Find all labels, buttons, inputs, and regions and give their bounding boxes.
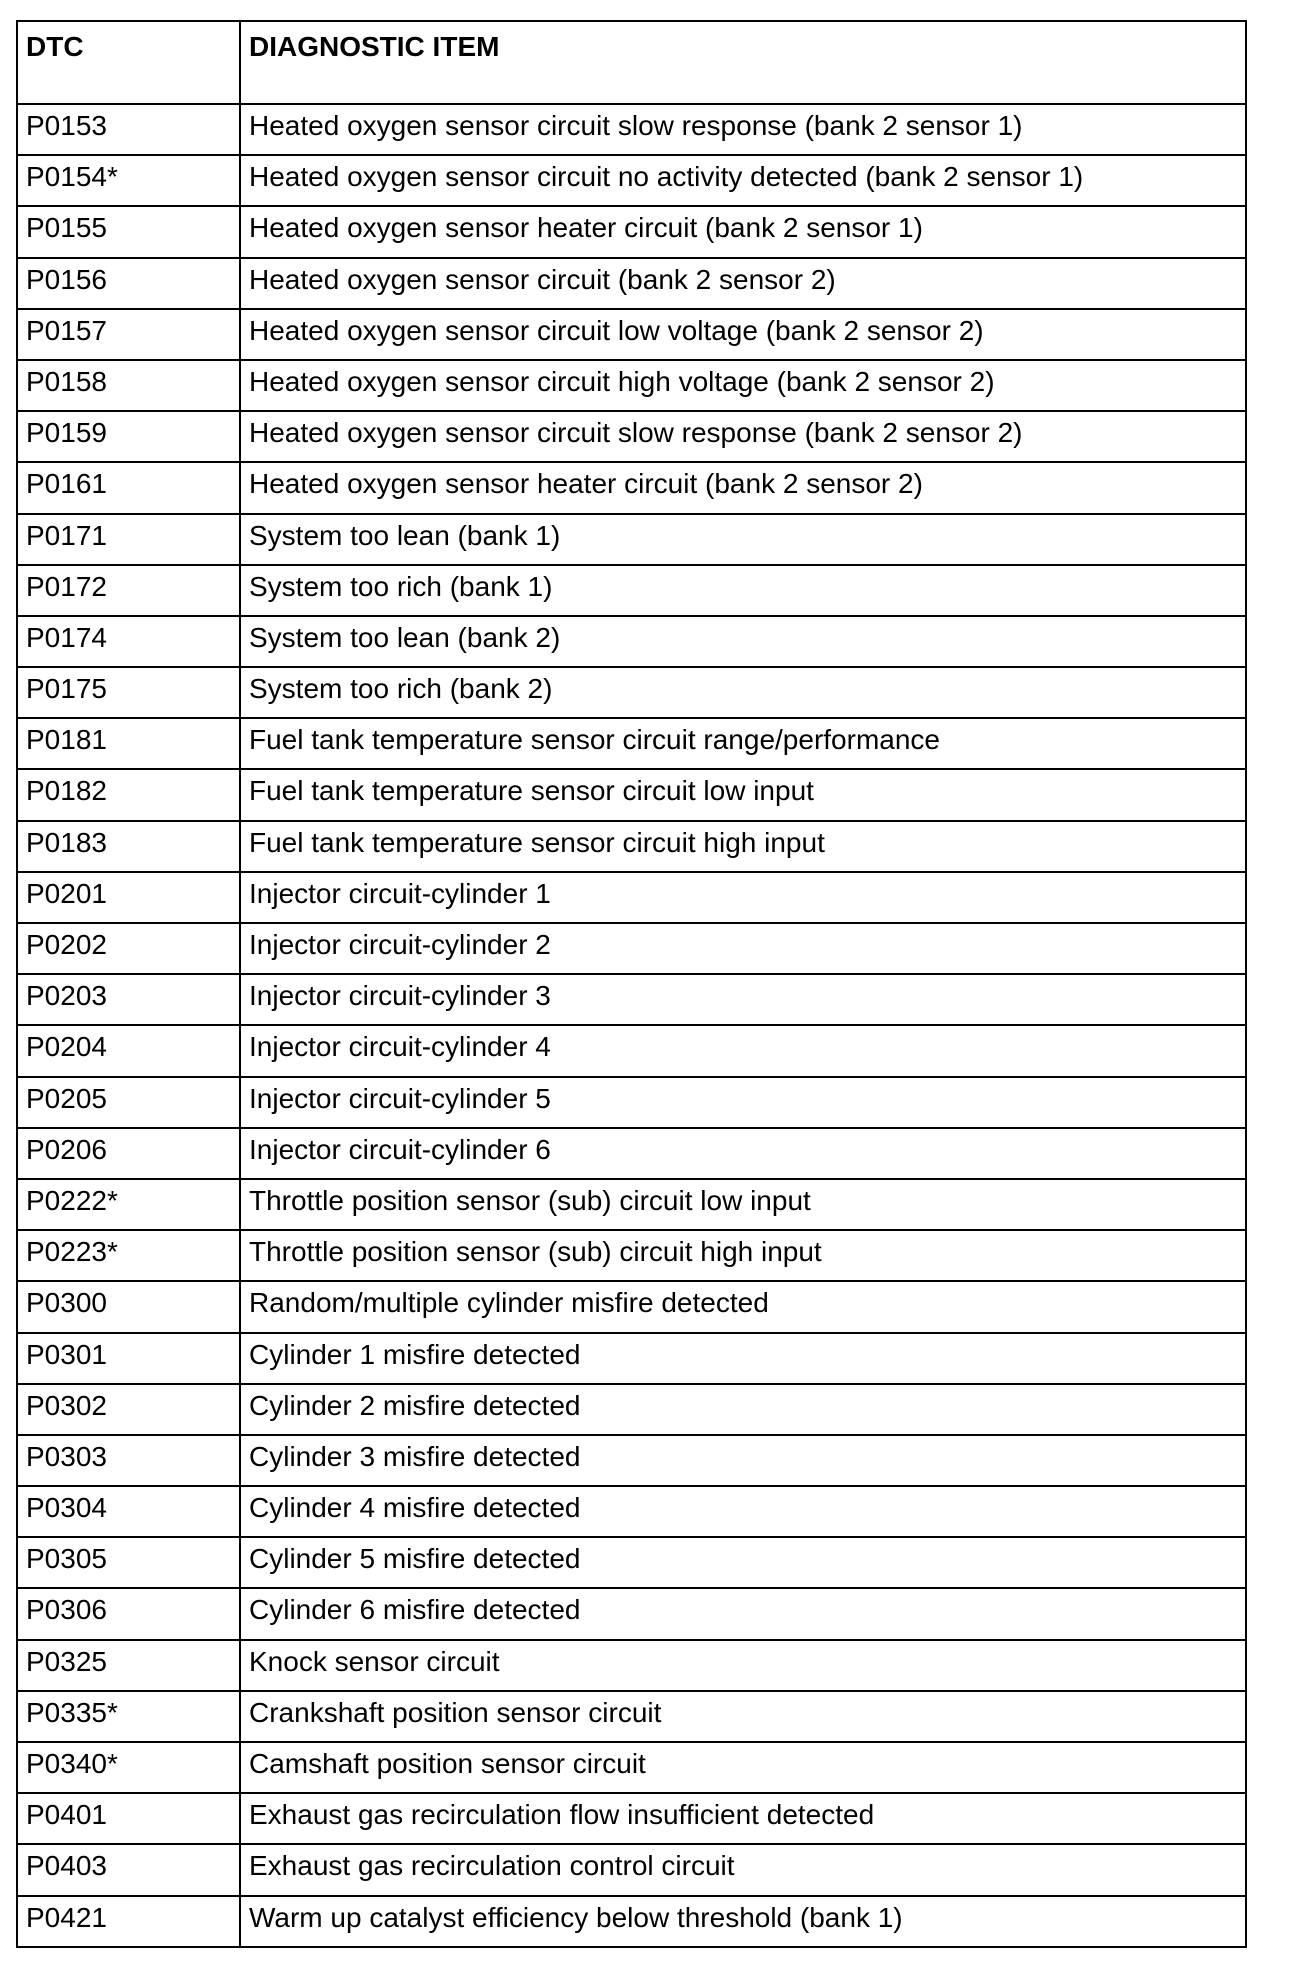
table-row [17, 1333, 1246, 1384]
dtc-code-cell: P0306 [17, 1588, 240, 1639]
dtc-code-cell: P0183 [17, 821, 240, 872]
diagnostic-item-cell: Fuel tank temperature sensor circuit range/performance [240, 718, 1246, 769]
table-row [17, 1793, 1246, 1844]
diagnostic-item-cell: Exhaust gas recirculation flow insufficient detected [240, 1793, 1246, 1844]
table-row [17, 462, 1246, 513]
dtc-code-cell: P0153 [17, 104, 240, 155]
diagnostic-item-cell: System too rich (bank 2) [240, 667, 1246, 718]
diagnostic-item-cell: Cylinder 1 misfire detected [240, 1333, 1246, 1384]
table-row [17, 155, 1246, 206]
diagnostic-item-cell: Injector circuit-cylinder 3 [240, 974, 1246, 1025]
table-row [17, 309, 1246, 360]
dtc-code-cell: P0161 [17, 462, 240, 513]
diagnostic-item-cell: Throttle position sensor (sub) circuit high input [240, 1230, 1246, 1281]
dtc-code-cell: P0403 [17, 1844, 240, 1895]
table-row [17, 1128, 1246, 1179]
table-row [17, 565, 1246, 616]
table-row [17, 514, 1246, 565]
dtc-code-cell: P0202 [17, 923, 240, 974]
diagnostic-item-cell: Cylinder 6 misfire detected [240, 1588, 1246, 1639]
dtc-code-cell: P0175 [17, 667, 240, 718]
table-row [17, 104, 1246, 155]
dtc-code-cell: P0155 [17, 206, 240, 257]
table-body [17, 104, 1246, 1947]
diagnostic-item-cell: Injector circuit-cylinder 4 [240, 1025, 1246, 1076]
table-row [17, 1844, 1246, 1895]
diagnostic-item-cell: Camshaft position sensor circuit [240, 1742, 1246, 1793]
dtc-code-cell: P0340* [17, 1742, 240, 1793]
table-row [17, 1230, 1246, 1281]
table-row [17, 1179, 1246, 1230]
diagnostic-item-cell: Knock sensor circuit [240, 1640, 1246, 1691]
dtc-code-cell: P0171 [17, 514, 240, 565]
diagnostic-item-cell: Exhaust gas recirculation control circuit [240, 1844, 1246, 1895]
table-row [17, 1486, 1246, 1537]
table-row [17, 718, 1246, 769]
dtc-table [16, 20, 1247, 1948]
diagnostic-item-cell: Cylinder 4 misfire detected [240, 1486, 1246, 1537]
dtc-code-cell: P0222* [17, 1179, 240, 1230]
table-row [17, 821, 1246, 872]
diagnostic-item-cell: Heated oxygen sensor circuit high voltage (bank 2 sensor 2) [240, 360, 1246, 411]
diagnostic-item-header: DIAGNOSTIC ITEM [240, 21, 1246, 104]
dtc-code-cell: P0158 [17, 360, 240, 411]
diagnostic-item-cell: Injector circuit-cylinder 2 [240, 923, 1246, 974]
dtc-code-cell: P0201 [17, 872, 240, 923]
table-row [17, 1384, 1246, 1435]
dtc-code-cell: P0300 [17, 1281, 240, 1332]
table-row [17, 1025, 1246, 1076]
dtc-code-cell: P0203 [17, 974, 240, 1025]
table-row [17, 1742, 1246, 1793]
table-row [17, 616, 1246, 667]
diagnostic-item-cell: Heated oxygen sensor circuit slow response (bank 2 sensor 1) [240, 104, 1246, 155]
diagnostic-item-cell: Cylinder 2 misfire detected [240, 1384, 1246, 1435]
table-row [17, 206, 1246, 257]
diagnostic-item-cell: Fuel tank temperature sensor circuit high input [240, 821, 1246, 872]
dtc-code-cell: P0301 [17, 1333, 240, 1384]
diagnostic-item-cell: System too lean (bank 1) [240, 514, 1246, 565]
diagnostic-item-cell: Heated oxygen sensor circuit slow response (bank 2 sensor 2) [240, 411, 1246, 462]
dtc-code-cell: P0223* [17, 1230, 240, 1281]
diagnostic-item-cell: Throttle position sensor (sub) circuit low input [240, 1179, 1246, 1230]
diagnostic-item-cell: Cylinder 3 misfire detected [240, 1435, 1246, 1486]
diagnostic-item-cell: Random/multiple cylinder misfire detected [240, 1281, 1246, 1332]
dtc-code-cell: P0303 [17, 1435, 240, 1486]
dtc-header: DTC [17, 21, 240, 104]
diagnostic-item-cell: Heated oxygen sensor circuit no activity detected (bank 2 sensor 1) [240, 155, 1246, 206]
dtc-code-cell: P0181 [17, 718, 240, 769]
table-row [17, 1691, 1246, 1742]
dtc-code-cell: P0174 [17, 616, 240, 667]
diagnostic-item-cell: Crankshaft position sensor circuit [240, 1691, 1246, 1742]
dtc-code-cell: P0304 [17, 1486, 240, 1537]
dtc-code-cell: P0159 [17, 411, 240, 462]
dtc-code-cell: P0325 [17, 1640, 240, 1691]
diagnostic-item-cell: Fuel tank temperature sensor circuit low input [240, 769, 1246, 820]
dtc-code-cell: P0157 [17, 309, 240, 360]
diagnostic-item-cell: Heated oxygen sensor circuit low voltage (bank 2 sensor 2) [240, 309, 1246, 360]
dtc-code-cell: P0401 [17, 1793, 240, 1844]
table-row [17, 1588, 1246, 1639]
table-row [17, 667, 1246, 718]
table-row [17, 769, 1246, 820]
dtc-code-cell: P0302 [17, 1384, 240, 1435]
dtc-code-cell: P0206 [17, 1128, 240, 1179]
diagnostic-item-cell: System too lean (bank 2) [240, 616, 1246, 667]
dtc-code-cell: P0205 [17, 1077, 240, 1128]
table-row [17, 360, 1246, 411]
diagnostic-item-cell: Heated oxygen sensor heater circuit (bank 2 sensor 2) [240, 462, 1246, 513]
dtc-code-cell: P0335* [17, 1691, 240, 1742]
table-row [17, 1435, 1246, 1486]
header-row [17, 21, 1246, 104]
table-row [17, 1640, 1246, 1691]
table-row [17, 258, 1246, 309]
dtc-code-cell: P0154* [17, 155, 240, 206]
dtc-code-cell: P0421 [17, 1896, 240, 1947]
dtc-code-cell: P0156 [17, 258, 240, 309]
diagnostic-item-cell: Injector circuit-cylinder 5 [240, 1077, 1246, 1128]
dtc-code-cell: P0204 [17, 1025, 240, 1076]
table-row [17, 974, 1246, 1025]
dtc-code-cell: P0172 [17, 565, 240, 616]
table-row [17, 1281, 1246, 1332]
diagnostic-item-cell: Injector circuit-cylinder 6 [240, 1128, 1246, 1179]
diagnostic-item-cell: System too rich (bank 1) [240, 565, 1246, 616]
diagnostic-item-cell: Heated oxygen sensor circuit (bank 2 sensor 2) [240, 258, 1246, 309]
diagnostic-item-cell: Heated oxygen sensor heater circuit (bank 2 sensor 1) [240, 206, 1246, 257]
table-row [17, 923, 1246, 974]
diagnostic-item-cell: Injector circuit-cylinder 1 [240, 872, 1246, 923]
diagnostic-item-cell: Cylinder 5 misfire detected [240, 1537, 1246, 1588]
dtc-code-cell: P0305 [17, 1537, 240, 1588]
table-row [17, 872, 1246, 923]
table-row [17, 1896, 1246, 1947]
table-row [17, 1077, 1246, 1128]
dtc-code-cell: P0182 [17, 769, 240, 820]
table-row [17, 1537, 1246, 1588]
diagnostic-item-cell: Warm up catalyst efficiency below threshold (bank 1) [240, 1896, 1246, 1947]
table-row [17, 411, 1246, 462]
